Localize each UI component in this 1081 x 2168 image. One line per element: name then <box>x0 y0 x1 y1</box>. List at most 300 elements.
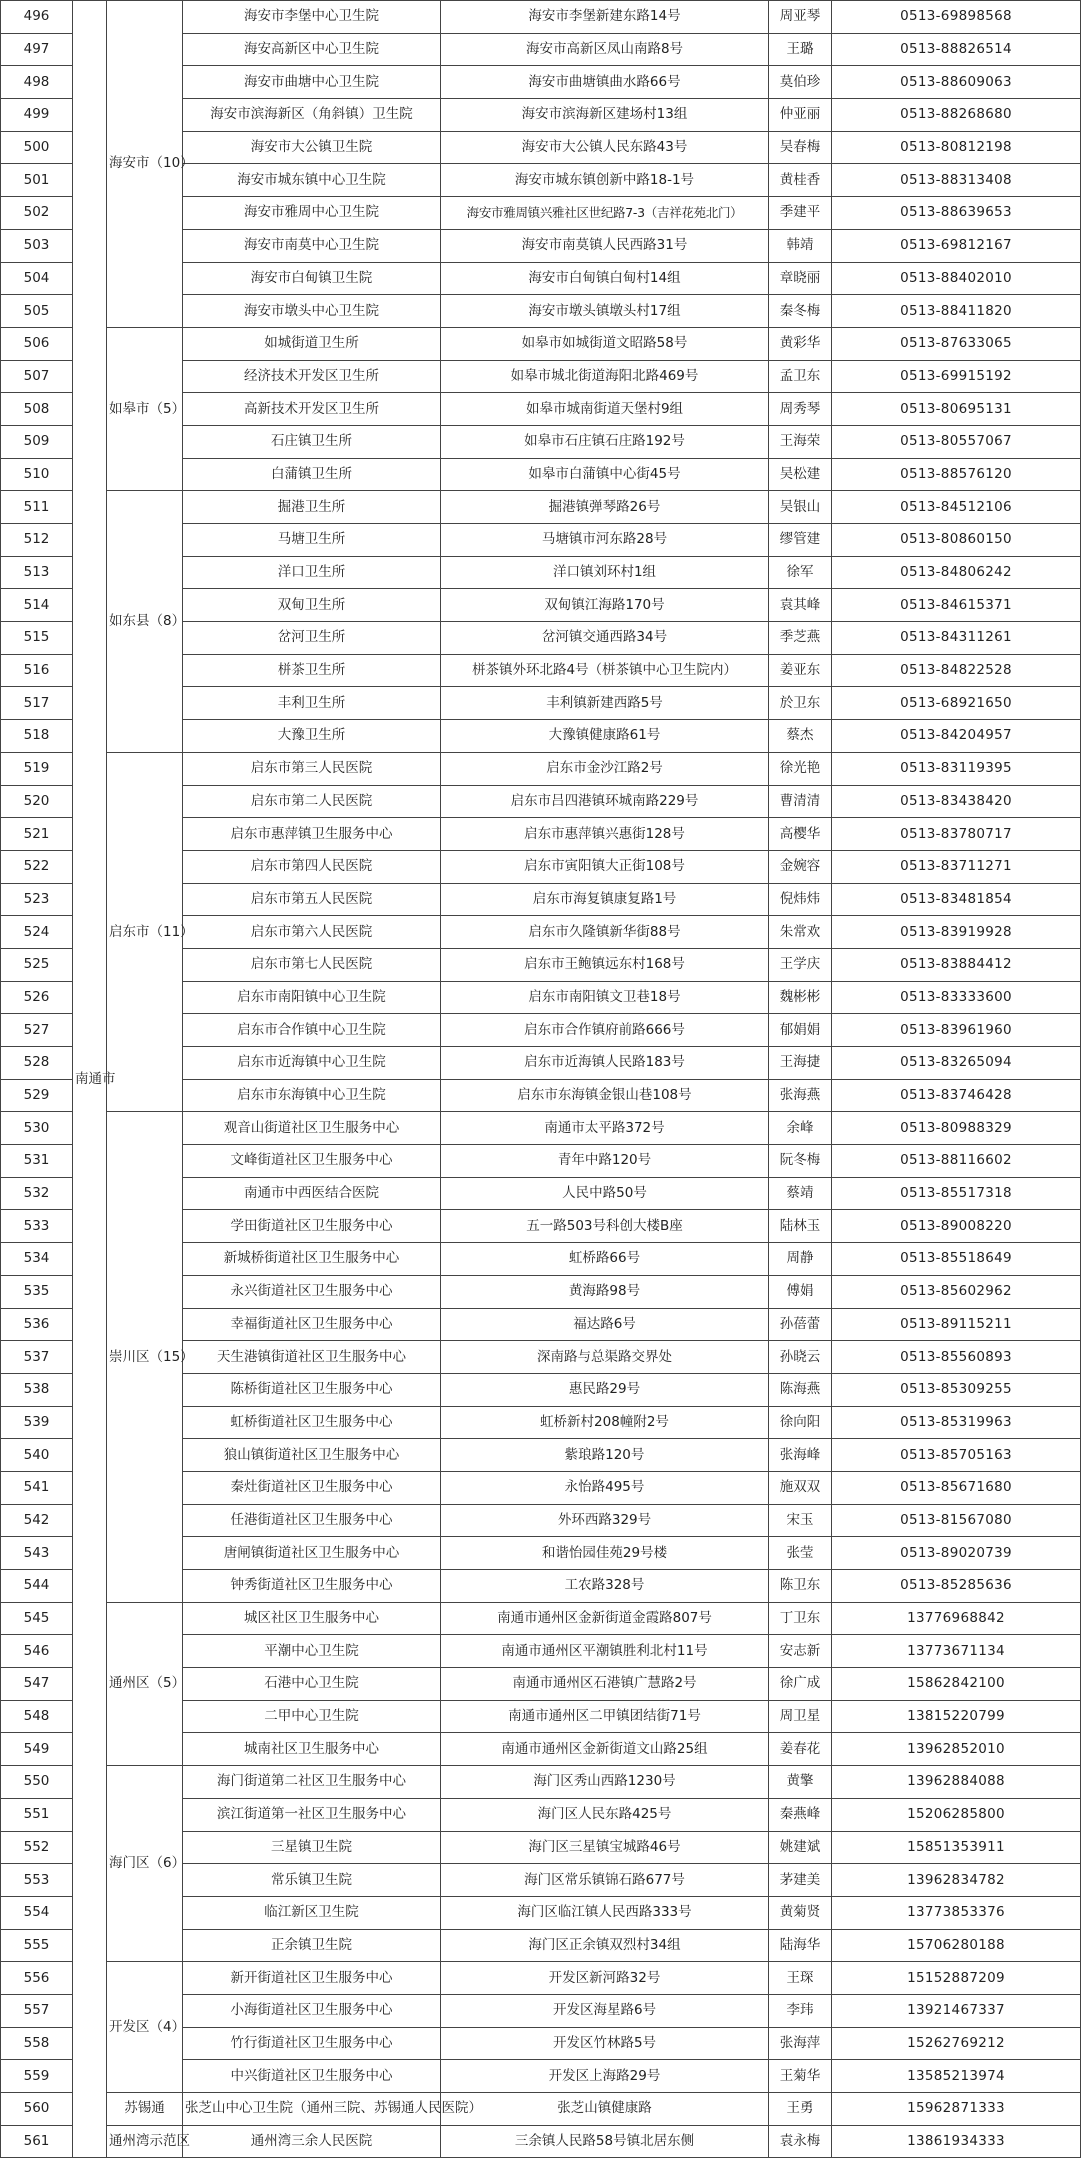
phone-cell: 13962852010 <box>832 1733 1081 1766</box>
phone-cell: 13962834782 <box>832 1864 1081 1897</box>
phone-cell: 13962884088 <box>832 1766 1081 1799</box>
table-row <box>1 491 1081 524</box>
address-cell: 惠民路29号 <box>441 1373 769 1406</box>
contact-person-cell: 吴银山 <box>769 491 832 524</box>
contact-person-cell: 安志新 <box>769 1635 832 1668</box>
table-row <box>1 1962 1081 1995</box>
district-cell: 苏锡通 <box>107 2093 183 2126</box>
row-number-cell: 555 <box>1 1929 73 1962</box>
phone-cell: 0513-68921650 <box>832 687 1081 720</box>
phone-cell: 0513-88576120 <box>832 458 1081 491</box>
contact-person-cell: 王琛 <box>769 1962 832 1995</box>
row-number-cell: 528 <box>1 1047 73 1080</box>
institution-name-cell: 学田街道社区卫生服务中心 <box>183 1210 441 1243</box>
address-cell: 启东市惠萍镇兴惠街128号 <box>441 818 769 851</box>
phone-cell: 13773853376 <box>832 1896 1081 1929</box>
row-number-cell: 497 <box>1 33 73 66</box>
institution-name-cell: 中兴街道社区卫生服务中心 <box>183 2060 441 2093</box>
row-number-cell: 517 <box>1 687 73 720</box>
contact-person-cell: 姜春花 <box>769 1733 832 1766</box>
row-number-cell: 520 <box>1 785 73 818</box>
contact-person-cell: 高樱华 <box>769 818 832 851</box>
address-cell: 张芝山镇健康路 <box>441 2093 769 2126</box>
contact-person-cell: 袁永梅 <box>769 2125 832 2158</box>
institution-name-cell: 正余镇卫生院 <box>183 1929 441 1962</box>
row-number-cell: 509 <box>1 425 73 458</box>
address-cell: 海安市高新区凤山南路8号 <box>441 33 769 66</box>
address-cell: 三余镇人民路58号镇北居东侧 <box>441 2125 769 2158</box>
contact-person-cell: 张莹 <box>769 1537 832 1570</box>
contact-person-cell: 韩靖 <box>769 229 832 262</box>
row-number-cell: 530 <box>1 1112 73 1145</box>
address-cell: 海门区秀山西路1230号 <box>441 1766 769 1799</box>
address-cell: 马塘镇市河东路28号 <box>441 524 769 557</box>
address-cell: 栟茶镇外环北路4号（栟茶镇中心卫生院内） <box>441 654 769 687</box>
contact-person-cell: 王学庆 <box>769 948 832 981</box>
contact-person-cell: 孙蓓蕾 <box>769 1308 832 1341</box>
district-cell: 如皋市（5） <box>107 327 183 490</box>
address-cell: 海安市白甸镇白甸村14组 <box>441 262 769 295</box>
institution-name-cell: 通州湾三余人民医院 <box>183 2125 441 2158</box>
phone-cell: 0513-88411820 <box>832 295 1081 328</box>
phone-cell: 13773671134 <box>832 1635 1081 1668</box>
phone-cell: 0513-84822528 <box>832 654 1081 687</box>
institution-name-cell: 如城街道卫生所 <box>183 327 441 360</box>
institution-name-cell: 南通市中西医结合医院 <box>183 1177 441 1210</box>
address-cell: 南通市太平路372号 <box>441 1112 769 1145</box>
contact-person-cell: 张海燕 <box>769 1079 832 1112</box>
institution-name-cell: 丰利卫生所 <box>183 687 441 720</box>
phone-cell: 15706280188 <box>832 1929 1081 1962</box>
contact-person-cell: 周亚琴 <box>769 1 832 34</box>
address-cell: 启东市近海镇人民路183号 <box>441 1047 769 1080</box>
phone-cell: 15152887209 <box>832 1962 1081 1995</box>
row-number-cell: 543 <box>1 1537 73 1570</box>
row-number-cell: 559 <box>1 2060 73 2093</box>
contact-person-cell: 孙晓云 <box>769 1341 832 1374</box>
contact-person-cell: 吴松建 <box>769 458 832 491</box>
address-cell: 南通市通州区平潮镇胜利北村11号 <box>441 1635 769 1668</box>
row-number-cell: 545 <box>1 1602 73 1635</box>
row-number-cell: 552 <box>1 1831 73 1864</box>
phone-cell: 0513-80695131 <box>832 393 1081 426</box>
institution-name-cell: 海门街道第二社区卫生服务中心 <box>183 1766 441 1799</box>
institution-name-cell: 海安市李堡中心卫生院 <box>183 1 441 34</box>
institution-name-cell: 平潮中心卫生院 <box>183 1635 441 1668</box>
address-cell: 启东市海复镇康复路1号 <box>441 883 769 916</box>
phone-cell: 0513-84615371 <box>832 589 1081 622</box>
institution-name-cell: 唐闸镇街道社区卫生服务中心 <box>183 1537 441 1570</box>
phone-cell: 0513-83481854 <box>832 883 1081 916</box>
address-cell: 海安市墩头镇墩头村17组 <box>441 295 769 328</box>
phone-cell: 0513-85319963 <box>832 1406 1081 1439</box>
row-number-cell: 561 <box>1 2125 73 2158</box>
contact-person-cell: 袁其峰 <box>769 589 832 622</box>
district-cell: 崇川区（15） <box>107 1112 183 1602</box>
institution-name-cell: 石港中心卫生院 <box>183 1668 441 1701</box>
contact-person-cell: 陈海燕 <box>769 1373 832 1406</box>
phone-cell: 0513-84311261 <box>832 622 1081 655</box>
phone-cell: 0513-85602962 <box>832 1275 1081 1308</box>
address-cell: 深南路与总渠路交界处 <box>441 1341 769 1374</box>
row-number-cell: 546 <box>1 1635 73 1668</box>
table-row <box>1 752 1081 785</box>
contact-person-cell: 秦燕峰 <box>769 1798 832 1831</box>
contact-person-cell: 缪管建 <box>769 524 832 557</box>
institution-name-cell: 启东市惠萍镇卫生服务中心 <box>183 818 441 851</box>
institution-name-cell: 永兴街道社区卫生服务中心 <box>183 1275 441 1308</box>
address-cell: 海门区常乐镇锦石路677号 <box>441 1864 769 1897</box>
address-cell: 如皋市城北街道海阳北路469号 <box>441 360 769 393</box>
institution-name-cell: 天生港镇街道社区卫生服务中心 <box>183 1341 441 1374</box>
phone-cell: 0513-83884412 <box>832 948 1081 981</box>
phone-cell: 0513-89008220 <box>832 1210 1081 1243</box>
district-cell: 海安市（10） <box>107 1 183 328</box>
institution-name-cell: 虹桥街道社区卫生服务中心 <box>183 1406 441 1439</box>
institution-name-cell: 二甲中心卫生院 <box>183 1700 441 1733</box>
institution-name-cell: 启东市第六人民医院 <box>183 916 441 949</box>
contact-person-cell: 朱常欢 <box>769 916 832 949</box>
address-cell: 启东市王鲍镇远东村168号 <box>441 948 769 981</box>
contact-person-cell: 倪炜炜 <box>769 883 832 916</box>
contact-person-cell: 章晓丽 <box>769 262 832 295</box>
institution-name-cell: 双甸卫生所 <box>183 589 441 622</box>
institution-name-cell: 启东市合作镇中心卫生院 <box>183 1014 441 1047</box>
address-cell: 海安市曲塘镇曲水路66号 <box>441 66 769 99</box>
row-number-cell: 519 <box>1 752 73 785</box>
row-number-cell: 516 <box>1 654 73 687</box>
row-number-cell: 554 <box>1 1896 73 1929</box>
address-cell: 启东市东海镇金银山巷108号 <box>441 1079 769 1112</box>
row-number-cell: 527 <box>1 1014 73 1047</box>
row-number-cell: 505 <box>1 295 73 328</box>
contact-person-cell: 莫伯珍 <box>769 66 832 99</box>
phone-cell: 0513-85518649 <box>832 1243 1081 1276</box>
phone-cell: 0513-87633065 <box>832 327 1081 360</box>
phone-cell: 15962871333 <box>832 2093 1081 2126</box>
institution-name-cell: 启东市第七人民医院 <box>183 948 441 981</box>
row-number-cell: 506 <box>1 327 73 360</box>
contact-person-cell: 徐向阳 <box>769 1406 832 1439</box>
row-number-cell: 553 <box>1 1864 73 1897</box>
phone-cell: 15206285800 <box>832 1798 1081 1831</box>
row-number-cell: 536 <box>1 1308 73 1341</box>
address-cell: 南通市通州区石港镇广慧路2号 <box>441 1668 769 1701</box>
phone-cell: 0513-88609063 <box>832 66 1081 99</box>
address-cell: 岔河镇交通西路34号 <box>441 622 769 655</box>
row-number-cell: 531 <box>1 1145 73 1178</box>
institution-name-cell: 新开街道社区卫生服务中心 <box>183 1962 441 1995</box>
address-cell: 海安市南莫镇人民西路31号 <box>441 229 769 262</box>
row-number-cell: 524 <box>1 916 73 949</box>
address-cell: 和谐怡园佳苑29号楼 <box>441 1537 769 1570</box>
institution-name-cell: 文峰街道社区卫生服务中心 <box>183 1145 441 1178</box>
row-number-cell: 533 <box>1 1210 73 1243</box>
table-row <box>1 2125 1081 2158</box>
contact-person-cell: 孟卫东 <box>769 360 832 393</box>
institution-name-cell: 启东市第二人民医院 <box>183 785 441 818</box>
phone-cell: 0513-81567080 <box>832 1504 1081 1537</box>
contact-person-cell: 蔡杰 <box>769 720 832 753</box>
row-number-cell: 504 <box>1 262 73 295</box>
address-cell: 海安市雅周镇兴雅社区世纪路7-3（吉祥花苑北门） <box>441 197 769 230</box>
contact-person-cell: 姜亚东 <box>769 654 832 687</box>
institution-name-cell: 常乐镇卫生院 <box>183 1864 441 1897</box>
contact-person-cell: 施双双 <box>769 1471 832 1504</box>
contact-person-cell: 阮冬梅 <box>769 1145 832 1178</box>
institution-name-cell: 石庄镇卫生所 <box>183 425 441 458</box>
contact-person-cell: 黄菊贤 <box>769 1896 832 1929</box>
phone-cell: 0513-80812198 <box>832 131 1081 164</box>
row-number-cell: 556 <box>1 1962 73 1995</box>
institution-name-cell: 启东市南阳镇中心卫生院 <box>183 981 441 1014</box>
row-number-cell: 499 <box>1 99 73 132</box>
contact-person-cell: 余峰 <box>769 1112 832 1145</box>
row-number-cell: 544 <box>1 1570 73 1603</box>
contact-person-cell: 陈卫东 <box>769 1570 832 1603</box>
institution-name-cell: 张芝山中心卫生院（通州三院、苏锡通人民医院） <box>183 2093 441 2126</box>
row-number-cell: 521 <box>1 818 73 851</box>
address-cell: 海门区临江镇人民西路333号 <box>441 1896 769 1929</box>
address-cell: 虹桥新村208幢附2号 <box>441 1406 769 1439</box>
phone-cell: 0513-84204957 <box>832 720 1081 753</box>
contact-person-cell: 张海峰 <box>769 1439 832 1472</box>
contact-person-cell: 陆海华 <box>769 1929 832 1962</box>
row-number-cell: 538 <box>1 1373 73 1406</box>
table-row <box>1 1112 1081 1145</box>
row-number-cell: 500 <box>1 131 73 164</box>
address-cell: 南通市通州区二甲镇团结街71号 <box>441 1700 769 1733</box>
row-number-cell: 511 <box>1 491 73 524</box>
address-cell: 海安市城东镇创新中路18-1号 <box>441 164 769 197</box>
address-cell: 南通市通州区金新街道金霞路807号 <box>441 1602 769 1635</box>
address-cell: 如皋市如城街道文昭路58号 <box>441 327 769 360</box>
institution-name-cell: 启东市东海镇中心卫生院 <box>183 1079 441 1112</box>
institution-name-cell: 海安市大公镇卫生院 <box>183 131 441 164</box>
row-number-cell: 503 <box>1 229 73 262</box>
row-number-cell: 525 <box>1 948 73 981</box>
row-number-cell: 534 <box>1 1243 73 1276</box>
contact-person-cell: 徐军 <box>769 556 832 589</box>
address-cell: 启东市南阳镇文卫巷18号 <box>441 981 769 1014</box>
contact-person-cell: 丁卫东 <box>769 1602 832 1635</box>
address-cell: 开发区新河路32号 <box>441 1962 769 1995</box>
phone-cell: 0513-88268680 <box>832 99 1081 132</box>
contact-person-cell: 周静 <box>769 1243 832 1276</box>
row-number-cell: 535 <box>1 1275 73 1308</box>
row-number-cell: 507 <box>1 360 73 393</box>
institution-name-cell: 观音山街道社区卫生服务中心 <box>183 1112 441 1145</box>
district-cell: 通州区（5） <box>107 1602 183 1765</box>
contact-person-cell: 黄擎 <box>769 1766 832 1799</box>
address-cell: 福达路6号 <box>441 1308 769 1341</box>
address-cell: 掘港镇弹琴路26号 <box>441 491 769 524</box>
address-cell: 青年中路120号 <box>441 1145 769 1178</box>
table-row <box>1 327 1081 360</box>
institution-name-cell: 海安高新区中心卫生院 <box>183 33 441 66</box>
row-number-cell: 540 <box>1 1439 73 1472</box>
institution-name-cell: 海安市墩头中心卫生院 <box>183 295 441 328</box>
row-number-cell: 502 <box>1 197 73 230</box>
address-cell: 海门区人民东路425号 <box>441 1798 769 1831</box>
table-row <box>1 1602 1081 1635</box>
institution-name-cell: 陈桥街道社区卫生服务中心 <box>183 1373 441 1406</box>
city-cell: 南通市 <box>73 1 107 2158</box>
institution-name-cell: 海安市城东镇中心卫生院 <box>183 164 441 197</box>
table-row <box>1 1 1081 34</box>
contact-person-cell: 郁娟娟 <box>769 1014 832 1047</box>
row-number-cell: 547 <box>1 1668 73 1701</box>
phone-cell: 0513-84806242 <box>832 556 1081 589</box>
phone-cell: 0513-83919928 <box>832 916 1081 949</box>
institution-name-cell: 洋口卫生所 <box>183 556 441 589</box>
row-number-cell: 508 <box>1 393 73 426</box>
phone-cell: 13585213974 <box>832 2060 1081 2093</box>
address-cell: 开发区海星路6号 <box>441 1994 769 2027</box>
row-number-cell: 551 <box>1 1798 73 1831</box>
address-cell: 启东市寅阳镇大正街108号 <box>441 850 769 883</box>
contact-person-cell: 傅娟 <box>769 1275 832 1308</box>
phone-cell: 0513-84512106 <box>832 491 1081 524</box>
row-number-cell: 550 <box>1 1766 73 1799</box>
address-cell: 人民中路50号 <box>441 1177 769 1210</box>
institution-name-cell: 掘港卫生所 <box>183 491 441 524</box>
row-number-cell: 560 <box>1 2093 73 2126</box>
row-number-cell: 510 <box>1 458 73 491</box>
district-cell: 启东市（11） <box>107 752 183 1112</box>
row-number-cell: 548 <box>1 1700 73 1733</box>
contact-person-cell: 徐广成 <box>769 1668 832 1701</box>
address-cell: 外环西路329号 <box>441 1504 769 1537</box>
address-cell: 大豫镇健康路61号 <box>441 720 769 753</box>
address-cell: 黄海路98号 <box>441 1275 769 1308</box>
institution-name-cell: 秦灶街道社区卫生服务中心 <box>183 1471 441 1504</box>
district-cell: 海门区（6） <box>107 1766 183 1962</box>
row-number-cell: 526 <box>1 981 73 1014</box>
phone-cell: 0513-88826514 <box>832 33 1081 66</box>
contact-person-cell: 陆林玉 <box>769 1210 832 1243</box>
phone-cell: 0513-88313408 <box>832 164 1081 197</box>
row-number-cell: 514 <box>1 589 73 622</box>
institution-name-cell: 启东市第三人民医院 <box>183 752 441 785</box>
address-cell: 启东市吕四港镇环城南路229号 <box>441 785 769 818</box>
phone-cell: 0513-88402010 <box>832 262 1081 295</box>
institution-name-cell: 海安市曲塘中心卫生院 <box>183 66 441 99</box>
phone-cell: 0513-85560893 <box>832 1341 1081 1374</box>
contact-person-cell: 黄彩华 <box>769 327 832 360</box>
institution-name-cell: 栟茶卫生所 <box>183 654 441 687</box>
table-row <box>1 2093 1081 2126</box>
institution-name-cell: 海安市南莫中心卫生院 <box>183 229 441 262</box>
table-body <box>1 1 1081 2158</box>
contact-person-cell: 金婉容 <box>769 850 832 883</box>
row-number-cell: 522 <box>1 850 73 883</box>
address-cell: 海门区三星镇宝城路46号 <box>441 1831 769 1864</box>
contact-person-cell: 茅建美 <box>769 1864 832 1897</box>
phone-cell: 13815220799 <box>832 1700 1081 1733</box>
address-cell: 开发区上海路29号 <box>441 2060 769 2093</box>
address-cell: 海安市大公镇人民东路43号 <box>441 131 769 164</box>
contact-person-cell: 王璐 <box>769 33 832 66</box>
phone-cell: 15851353911 <box>832 1831 1081 1864</box>
address-cell: 工农路328号 <box>441 1570 769 1603</box>
contact-person-cell: 宋玉 <box>769 1504 832 1537</box>
institution-name-cell: 钟秀街道社区卫生服务中心 <box>183 1570 441 1603</box>
phone-cell: 0513-83711271 <box>832 850 1081 883</box>
row-number-cell: 558 <box>1 2027 73 2060</box>
phone-cell: 0513-80557067 <box>832 425 1081 458</box>
institution-name-cell: 竹行街道社区卫生服务中心 <box>183 2027 441 2060</box>
table-row <box>1 1766 1081 1799</box>
phone-cell: 0513-83438420 <box>832 785 1081 818</box>
institution-name-cell: 经济技术开发区卫生所 <box>183 360 441 393</box>
institution-name-cell: 城南社区卫生服务中心 <box>183 1733 441 1766</box>
institution-name-cell: 幸福街道社区卫生服务中心 <box>183 1308 441 1341</box>
phone-cell: 0513-83961960 <box>832 1014 1081 1047</box>
institution-name-cell: 启东市近海镇中心卫生院 <box>183 1047 441 1080</box>
contact-person-cell: 黄桂香 <box>769 164 832 197</box>
phone-cell: 0513-83265094 <box>832 1047 1081 1080</box>
phone-cell: 13921467337 <box>832 1994 1081 2027</box>
contact-person-cell: 曹清清 <box>769 785 832 818</box>
institution-name-cell: 任港街道社区卫生服务中心 <box>183 1504 441 1537</box>
address-cell: 如皋市石庄镇石庄路192号 <box>441 425 769 458</box>
phone-cell: 0513-88116602 <box>832 1145 1081 1178</box>
contact-person-cell: 蔡靖 <box>769 1177 832 1210</box>
row-number-cell: 532 <box>1 1177 73 1210</box>
row-number-cell: 518 <box>1 720 73 753</box>
address-cell: 如皋市白蒲镇中心街45号 <box>441 458 769 491</box>
phone-cell: 13861934333 <box>832 2125 1081 2158</box>
address-cell: 双甸镇江海路170号 <box>441 589 769 622</box>
institution-name-cell: 狼山镇街道社区卫生服务中心 <box>183 1439 441 1472</box>
phone-cell: 0513-85705163 <box>832 1439 1081 1472</box>
address-cell: 如皋市城南街道天堡村9组 <box>441 393 769 426</box>
row-number-cell: 512 <box>1 524 73 557</box>
address-cell: 海安市李堡新建东路14号 <box>441 1 769 34</box>
institution-name-cell: 城区社区卫生服务中心 <box>183 1602 441 1635</box>
address-cell: 海安市滨海新区建场村13组 <box>441 99 769 132</box>
contact-person-cell: 姚建斌 <box>769 1831 832 1864</box>
phone-cell: 0513-89020739 <box>832 1537 1081 1570</box>
institution-name-cell: 大豫卫生所 <box>183 720 441 753</box>
institution-name-cell: 海安市雅周中心卫生院 <box>183 197 441 230</box>
contact-person-cell: 於卫东 <box>769 687 832 720</box>
row-number-cell: 498 <box>1 66 73 99</box>
contact-person-cell: 王勇 <box>769 2093 832 2126</box>
institution-name-cell: 临江新区卫生院 <box>183 1896 441 1929</box>
row-number-cell: 541 <box>1 1471 73 1504</box>
contact-person-cell: 周卫星 <box>769 1700 832 1733</box>
address-cell: 启东市金沙江路2号 <box>441 752 769 785</box>
address-cell: 启东市久隆镇新华街88号 <box>441 916 769 949</box>
address-cell: 开发区竹林路5号 <box>441 2027 769 2060</box>
row-number-cell: 549 <box>1 1733 73 1766</box>
district-cell: 通州湾示范区 <box>107 2125 183 2158</box>
row-number-cell: 496 <box>1 1 73 34</box>
address-cell: 启东市合作镇府前路666号 <box>441 1014 769 1047</box>
phone-cell: 0513-69812167 <box>832 229 1081 262</box>
contact-person-cell: 秦冬梅 <box>769 295 832 328</box>
phone-cell: 15262769212 <box>832 2027 1081 2060</box>
row-number-cell: 501 <box>1 164 73 197</box>
contact-person-cell: 王海荣 <box>769 425 832 458</box>
phone-cell: 0513-83333600 <box>832 981 1081 1014</box>
institution-name-cell: 岔河卫生所 <box>183 622 441 655</box>
contact-person-cell: 魏彬彬 <box>769 981 832 1014</box>
contact-person-cell: 徐光艳 <box>769 752 832 785</box>
row-number-cell: 513 <box>1 556 73 589</box>
